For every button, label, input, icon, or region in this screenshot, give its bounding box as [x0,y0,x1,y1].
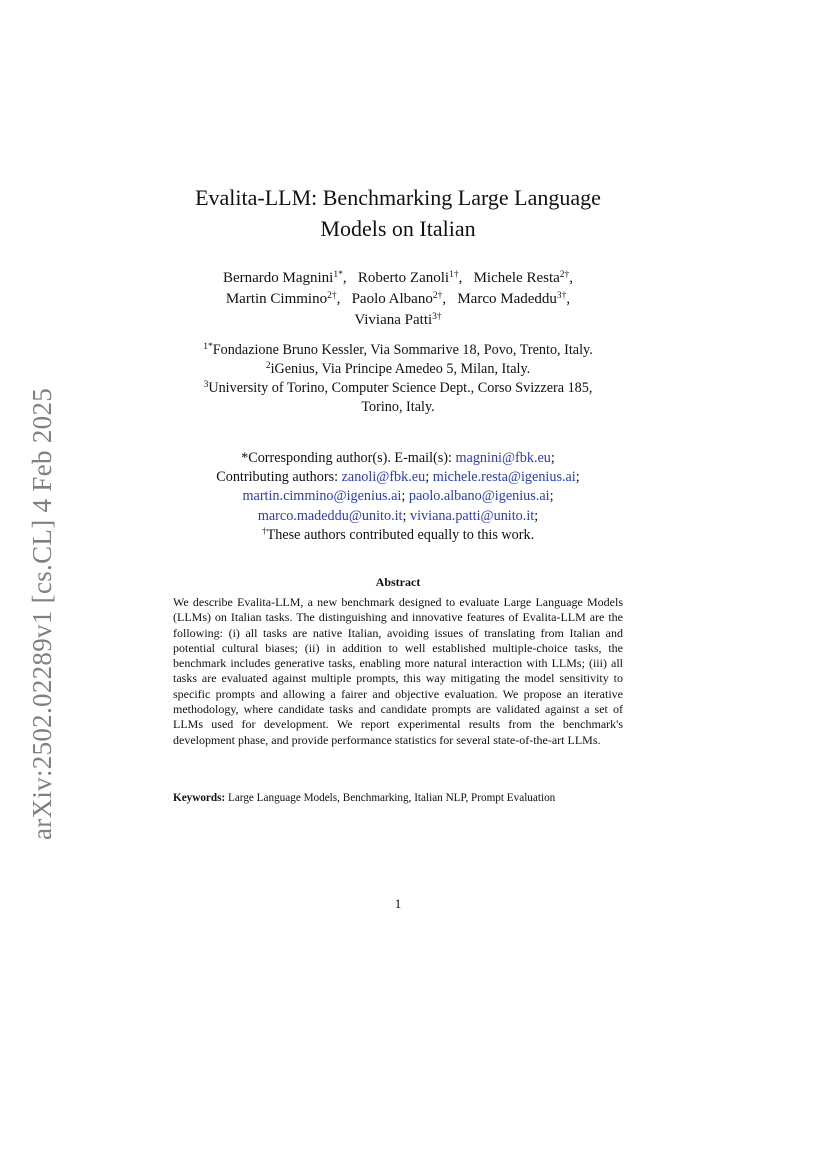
email-link[interactable]: paolo.albano@igenius.ai [408,488,550,505]
author-name: Michele Resta [473,270,560,286]
author-name: Paolo Albano [351,291,433,307]
author-list: Bernardo Magnini$^{1*}$, Roberto Zanoli$^{1\dagger}$, Michele Resta$^{2\dagger}$, Martin Cimmino$^{2\dagger}$, Paolo Albano$^{2\dagger}$, Marco Madeddu$^{3\dagger}$, Viviana Patti$^{3\dagger}$ [222,270,574,328]
author-sup: 1* [333,270,343,280]
email-link[interactable]: martin.cimmino@igenius.ai [242,488,402,505]
paper-title [0,182,796,244]
affiliation-sup: 3 [203,380,209,390]
author-sup: 2† [432,291,443,301]
author-name: Marco Madeddu [457,291,557,307]
contact-block: *Corresponding author(s). E-mail(s): magnini@fbk.eu; Contributing authors: zanoli@fbk.eu; michele.resta@igenius.ai; martin.cimmino@igenius.ai; paolo.albano@igenius.ai; marco.madeddu@unito.it; viviana.patti@unito.it; †These authors contributed equally to this work. [216,450,580,543]
keywords-label: Keywords: [173,792,226,804]
affiliation-sup: 2 [265,361,271,371]
title-line-2: Models on Italian [320,216,476,241]
affiliation-list [0,341,796,417]
email-link[interactable]: viviana.patti@unito.it [410,507,535,524]
affiliation-3-cont: Torino, Italy. [361,399,435,415]
author-sup: 3† [556,291,567,301]
author-name: Roberto Zanoli [357,270,450,286]
title-line-1: Evalita-LLM: Benchmarking Large Language [195,185,601,210]
author-name: Viviana Patti [354,312,433,328]
affiliation-sup: 1* [203,342,213,352]
corresponding-label: *Corresponding author(s). E-mail(s): [241,450,452,466]
author-sup: 1† [449,270,459,280]
contributing-label: Contributing authors: [216,469,339,486]
email-link[interactable]: magnini@fbk.eu [455,450,551,466]
abstract-body: We describe Evalita-LLM, a new benchmark designed to evaluate Large Language Models (LLMs) on Italian tasks. The distinguishing and innovative features of Evalita-LLM are the following: (i) all tasks are native Italian, avoiding issues of translating from Italian and potential cultural biases; (ii) in addition to well established multiple-choice tasks, the benchmark includes generative tasks, enabling more natural interaction with LLMs; (iii) all tasks are evaluated against multiple prompts, this way mitigating the model sensitivity to specific prompts and allowing a fairer and objective evaluation. We propose an iterative methodology, where candidate tasks and candidate prompts are validated against a set of LLMs used for development. We report experimental results from the benchmark's development phase, and provide performance statistics for several state-of-the-art LLMs. [173,595,623,747]
email-link[interactable]: michele.resta@igenius.ai [432,469,576,486]
affiliation-1: Fondazione Bruno Kessler, Via Sommarive 18, Povo, Trento, Italy. [212,342,593,358]
affiliation-2: iGenius, Via Principe Amedeo 5, Milan, Italy. [270,361,531,377]
email-link[interactable]: marco.madeddu@unito.it [257,507,403,524]
keywords-text: Large Language Models, Benchmarking, Italian NLP, Prompt Evaluation [228,792,556,804]
keywords-line [173,791,623,806]
equal-contribution-dagger: † [261,526,267,537]
abstract-heading: Abstract [375,575,421,589]
author-name: Martin Cimmino [225,291,328,307]
author-name: Bernardo Magnini [222,270,334,286]
arxiv-stamp: arXiv:2502.02289v1 [cs.CL] 4 Feb 2025 [27,387,57,840]
affiliation-3: University of Torino, Computer Science Dept., Corso Svizzera 185, [208,380,593,396]
page-number: 1 [394,896,402,911]
equal-contribution-note: These authors contributed equally to this work. [266,526,535,543]
email-link[interactable]: zanoli@fbk.eu [341,469,426,486]
author-sup: 3† [432,312,442,322]
author-sup: 2† [327,291,337,301]
author-sup: 2† [559,270,570,280]
